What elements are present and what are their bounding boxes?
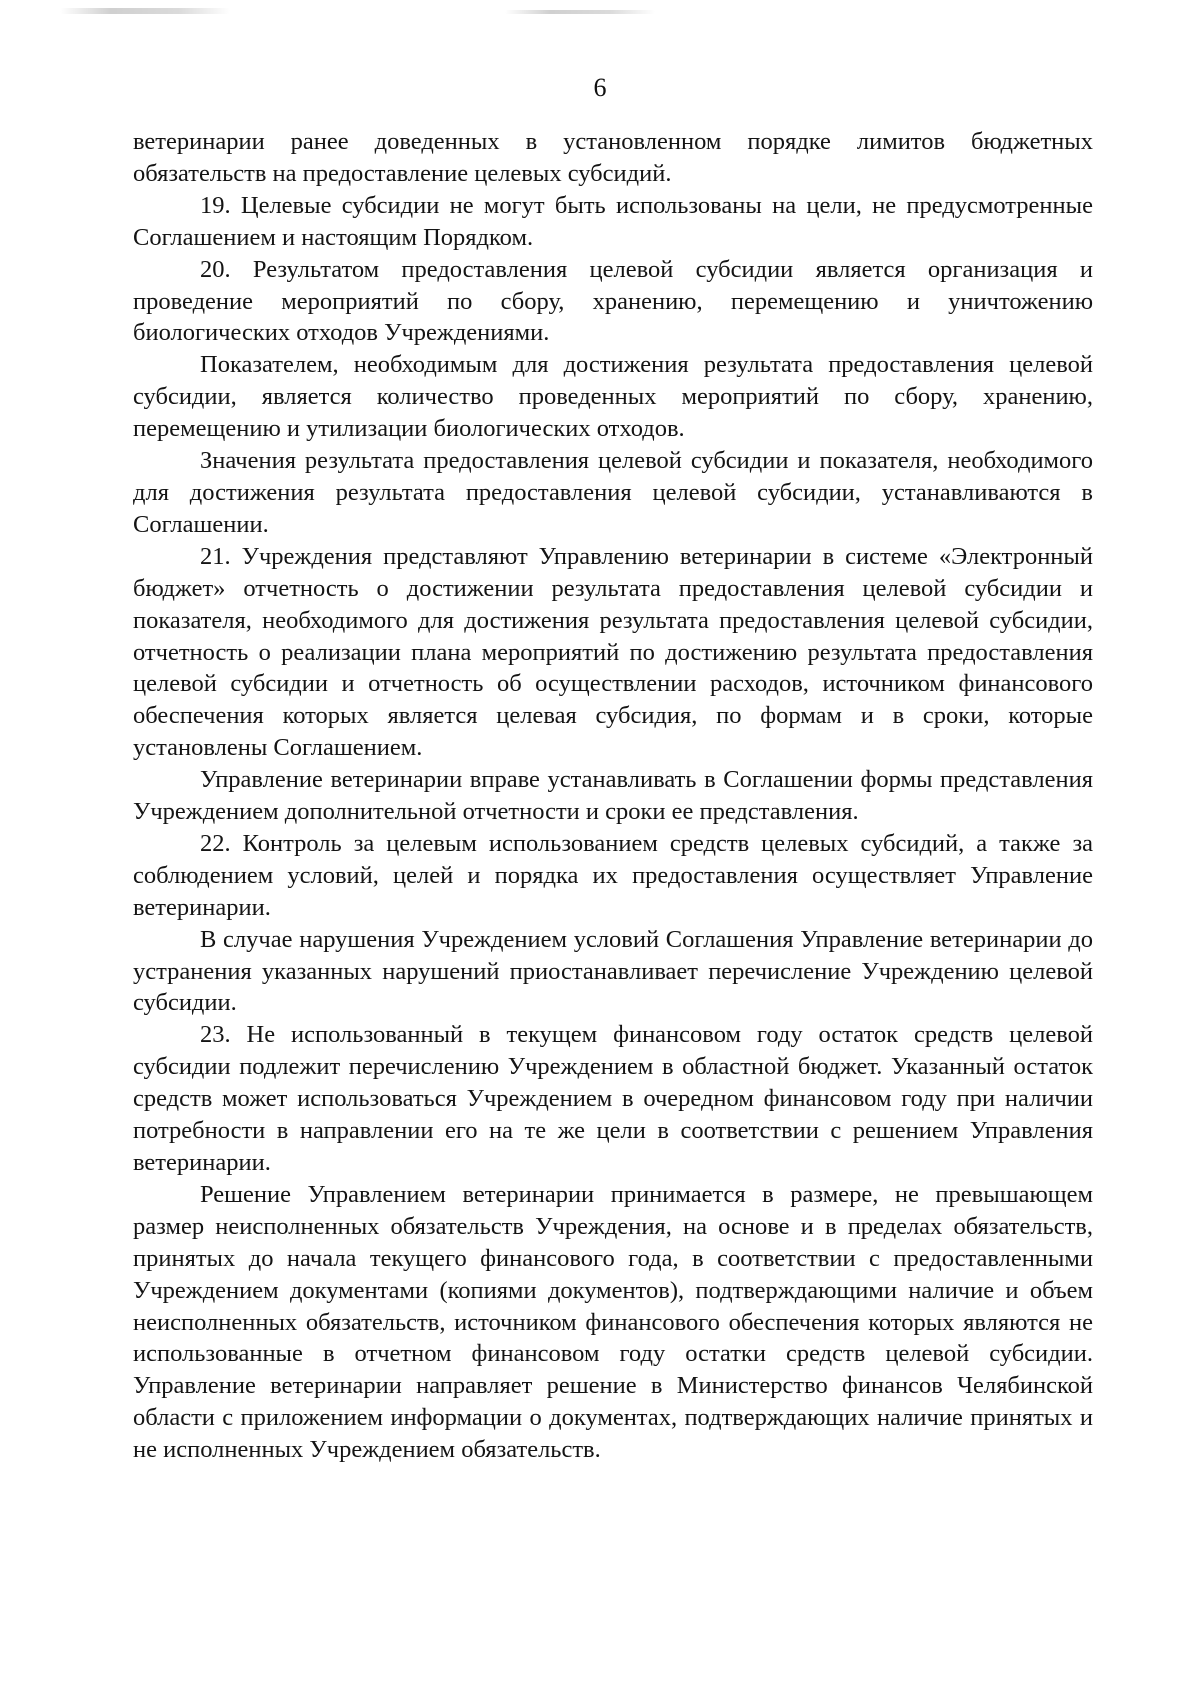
paragraph-item-20: 20. Результатом предоставления целевой субсидии является организация и проведение мероприятий по сбору, хранению, перемещению и уничтожению биологических отходов Учреждениями.	[133, 255, 1093, 347]
document-body	[133, 126, 1093, 1466]
paragraph-item-19: 19. Целевые субсидии не могут быть использованы на цели, не предусмотренные Соглашением и настоящим Порядком.	[133, 191, 1093, 251]
paragraph-violation: В случае нарушения Учреждением условий Соглашения Управление ветеринарии до устранения указанных нарушений приостанавливает перечисление Учреждению целевой субсидии.	[133, 925, 1093, 1017]
paragraph-item-23: 23. Не использованный в текущем финансовом году остаток средств целевой субсидии подлежит перечислению Учреждением в областной бюджет. Указанный остаток средств может использоваться Учреждением в очередном финансовом году при наличии потребности в направлении его на те же цели в соответствии с решением Управления ветеринарии.	[133, 1021, 1093, 1176]
scan-artifact	[60, 8, 230, 14]
paragraph-continuation: ветеринарии ранее доведенных в установленном порядке лимитов бюджетных обязательств на предоставление целевых субсидий.	[133, 128, 1093, 187]
page-number: 6	[593, 73, 607, 102]
paragraph-decision: Решение Управлением ветеринарии принимается в размере, не превышающем размер неисполненных обязательств Учреждения, на основе и в пределах обязательств, принятых до начала текущего финансового года, в соответствии с предоставленными Учреждением документами (копиями документов), подтверждающими наличие и объем неисполненных обязательств, источником финансового обеспечения которых являются не использованные в отчетном финансовом году остатки средств целевой субсидии. Управление ветеринарии направляет решение в Министерство финансов Челябинской области с приложением информации о документах, подтверждающих наличие принятых и не исполненных Учреждением обязательств.	[133, 1180, 1093, 1464]
paragraph-values: Значения результата предоставления целевой субсидии и показателя, необходимого для достижения результата предоставления целевой субсидии, устанавливаются в Соглашении.	[133, 447, 1093, 538]
paragraph-item-21: 21. Учреждения представляют Управлению ветеринарии в системе «Электронный бюджет» отчетность о достижении результата предоставления целевой субсидии и показателя, необходимого для достижения результата предоставления целевой субсидии, отчетность о реализации плана мероприятий по достижению результата предоставления целевой субсидии и отчетность об осуществлении расходов, источником финансового обеспечения которых является целевая субсидия, по формам и в сроки, которые установлены Соглашением.	[133, 542, 1093, 762]
paragraph-indicator: Показателем, необходимым для достижения результата предоставления целевой субсидии, является количество проведенных мероприятий по сбору, хранению, перемещению и утилизации биологических отходов.	[133, 351, 1093, 443]
paragraph-item-22: 22. Контроль за целевым использованием средств целевых субсидий, а также за соблюдением условий, целей и порядка их предоставления осуществляет Управление ветеринарии.	[133, 829, 1093, 921]
paragraph-additional-reporting: Управление ветеринарии вправе устанавливать в Соглашении формы представления Учреждением дополнительной отчетности и сроки ее представления.	[133, 766, 1093, 826]
scan-artifact	[505, 10, 655, 14]
